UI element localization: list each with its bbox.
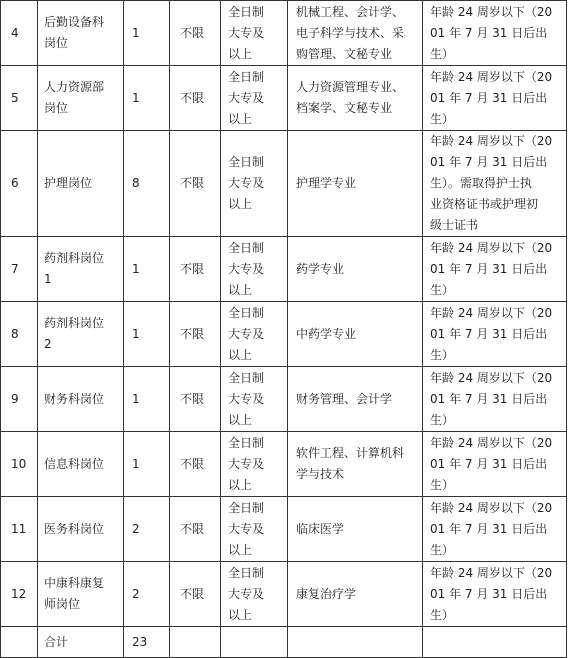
position-cell: 中康科康复 师岗位	[38, 562, 124, 627]
education-cell: 全日制 大专及 以上	[221, 432, 288, 497]
requirement-cell: 年龄 24 周岁以下（20 01 年 7 月 31 日后出生）	[423, 1, 567, 66]
table-body	[1, 1, 567, 658]
count-cell: 2	[124, 497, 170, 562]
education-cell: 全日制 大专及 以上	[221, 237, 288, 302]
limit-cell: 不限	[170, 131, 221, 237]
count-cell: 8	[124, 131, 170, 237]
position-cell: 医务科岗位	[38, 497, 124, 562]
total-empty-cell	[288, 627, 423, 658]
row-no-cell: 9	[1, 367, 38, 432]
count-cell: 1	[124, 367, 170, 432]
table-row	[1, 1, 567, 66]
limit-cell: 不限	[170, 367, 221, 432]
total-count-cell: 23	[124, 627, 170, 658]
count-cell: 1	[124, 237, 170, 302]
requirement-cell: 年龄 24 周岁以下（20 01 年 7 月 31 日后出 生）。需取得护士执 业资格证书或护理初 级士证书	[423, 131, 567, 237]
row-no-cell: 7	[1, 237, 38, 302]
requirement-cell: 年龄 24 周岁以下（20 01 年 7 月 31 日后出生）	[423, 66, 567, 131]
position-cell: 人力资源部 岗位	[38, 66, 124, 131]
position-cell: 药剂科岗位 2	[38, 302, 124, 367]
row-no-cell: 12	[1, 562, 38, 627]
count-cell: 1	[124, 1, 170, 66]
education-cell: 全日制 大专及 以上	[221, 497, 288, 562]
table-row	[1, 367, 567, 432]
table-row	[1, 562, 567, 627]
row-no-cell: 4	[1, 1, 38, 66]
position-cell: 护理岗位	[38, 131, 124, 237]
count-cell: 1	[124, 66, 170, 131]
row-no-cell: 5	[1, 66, 38, 131]
requirement-cell: 年龄 24 周岁以下（20 01 年 7 月 31 日后出生）	[423, 562, 567, 627]
limit-cell: 不限	[170, 302, 221, 367]
row-no-cell: 10	[1, 432, 38, 497]
major-cell: 人力资源管理专业、 档案学、文秘专业	[288, 66, 423, 131]
count-cell: 1	[124, 432, 170, 497]
row-no-cell: 8	[1, 302, 38, 367]
total-empty-cell	[170, 627, 221, 658]
major-cell: 机械工程、会计学、 电子科学与技术、采 购管理、文秘专业	[288, 1, 423, 66]
requirement-cell: 年龄 24 周岁以下（20 01 年 7 月 31 日后出生）	[423, 367, 567, 432]
education-cell: 全日制 大专及 以上	[221, 367, 288, 432]
major-cell: 康复治疗学	[288, 562, 423, 627]
row-no-cell: 6	[1, 131, 38, 237]
total-label-cell: 合计	[38, 627, 124, 658]
major-cell: 财务管理、会计学	[288, 367, 423, 432]
table-row	[1, 432, 567, 497]
position-cell: 信息科岗位	[38, 432, 124, 497]
total-row	[1, 627, 567, 658]
table-row	[1, 66, 567, 131]
table-row	[1, 302, 567, 367]
major-cell: 药学专业	[288, 237, 423, 302]
limit-cell: 不限	[170, 497, 221, 562]
major-cell: 临床医学	[288, 497, 423, 562]
row-no-cell: 11	[1, 497, 38, 562]
education-cell: 全日制 大专及 以上	[221, 131, 288, 237]
count-cell: 1	[124, 302, 170, 367]
education-cell: 全日制 大专及 以上	[221, 1, 288, 66]
requirement-cell: 年龄 24 周岁以下（20 01 年 7 月 31 日后出生）	[423, 302, 567, 367]
limit-cell: 不限	[170, 237, 221, 302]
limit-cell: 不限	[170, 1, 221, 66]
major-cell: 护理学专业	[288, 131, 423, 237]
total-empty-cell	[423, 627, 567, 658]
major-cell: 软件工程、计算机科 学与技术	[288, 432, 423, 497]
requirement-cell: 年龄 24 周岁以下（20 01 年 7 月 31 日后出生）	[423, 432, 567, 497]
total-no-cell	[1, 627, 38, 658]
limit-cell: 不限	[170, 66, 221, 131]
total-empty-cell	[221, 627, 288, 658]
major-cell: 中药学专业	[288, 302, 423, 367]
requirement-cell: 年龄 24 周岁以下（20 01 年 7 月 31 日后出生）	[423, 497, 567, 562]
position-cell: 药剂科岗位 1	[38, 237, 124, 302]
table-row	[1, 497, 567, 562]
limit-cell: 不限	[170, 432, 221, 497]
table-row	[1, 237, 567, 302]
table-row	[1, 131, 567, 237]
education-cell: 全日制 大专及 以上	[221, 562, 288, 627]
limit-cell: 不限	[170, 562, 221, 627]
position-cell: 财务科岗位	[38, 367, 124, 432]
count-cell: 2	[124, 562, 170, 627]
education-cell: 全日制 大专及 以上	[221, 302, 288, 367]
requirement-cell: 年龄 24 周岁以下（20 01 年 7 月 31 日后出生）	[423, 237, 567, 302]
position-cell: 后勤设备科 岗位	[38, 1, 124, 66]
education-cell: 全日制 大专及 以上	[221, 66, 288, 131]
